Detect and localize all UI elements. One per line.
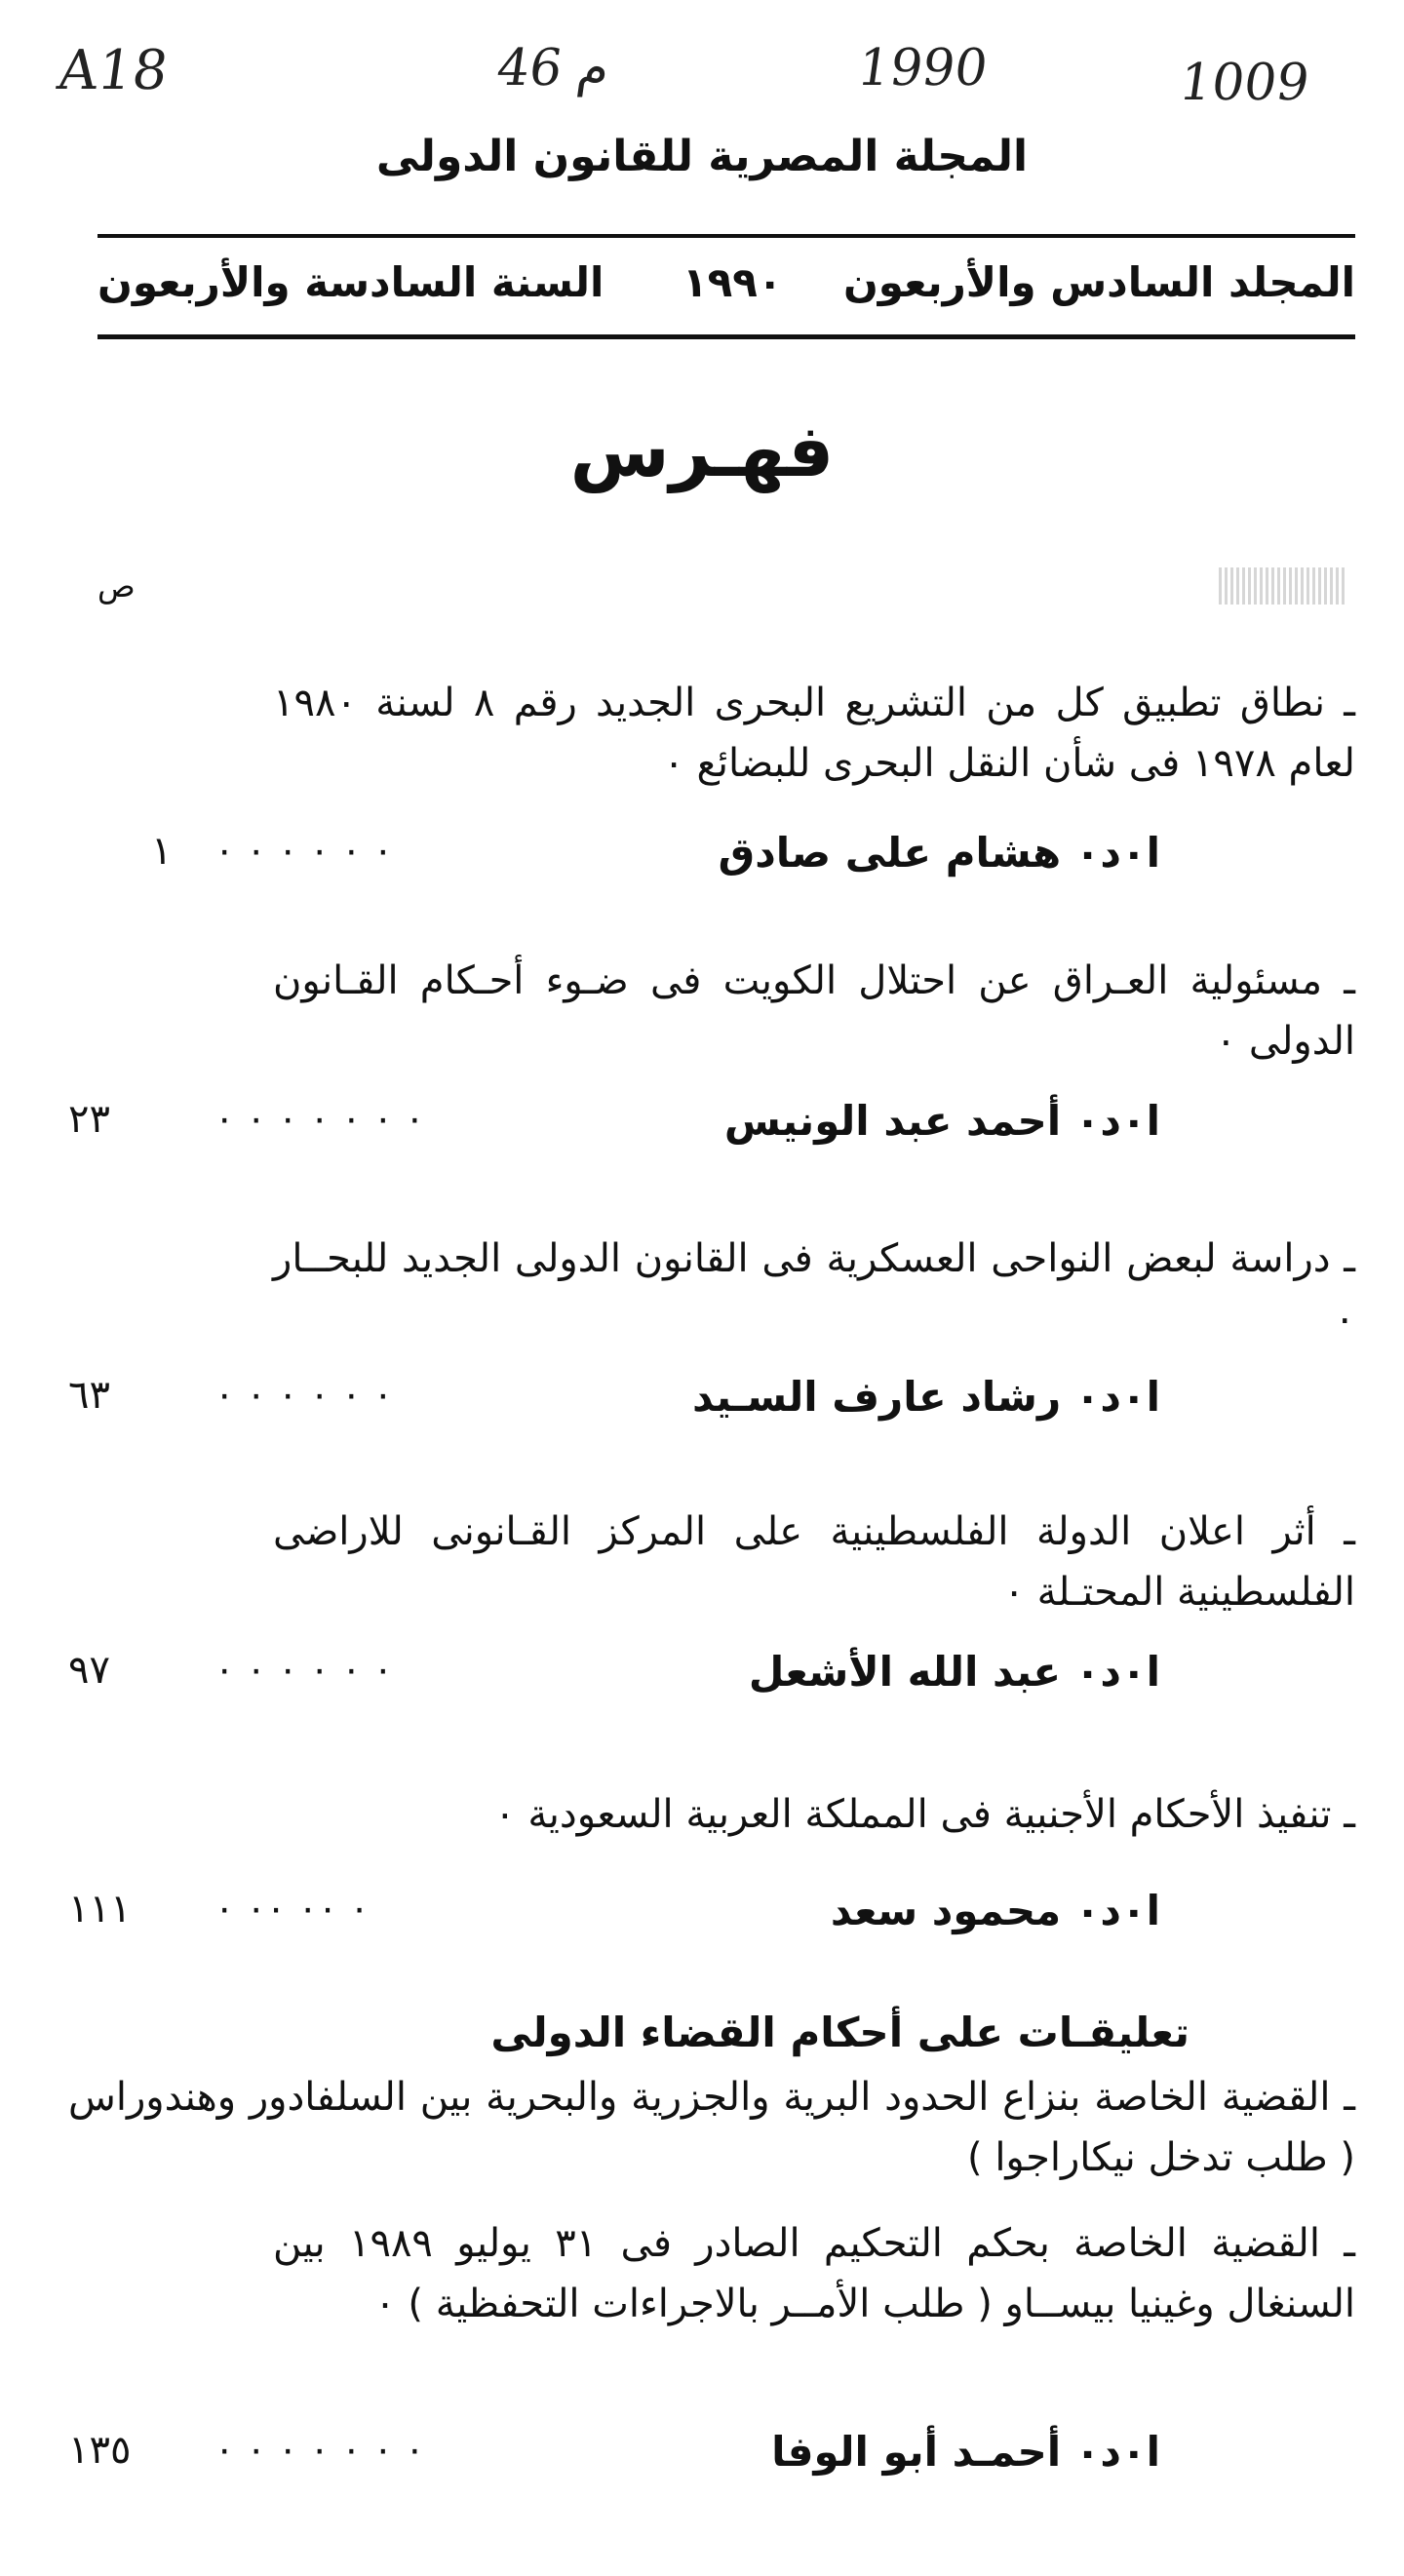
- entry-author-3: ا٠د٠ رشاد عارف السـيد: [691, 1373, 1160, 1421]
- handwritten-volume-note: م 46: [492, 39, 614, 98]
- entry-author-line-3: [68, 1373, 1160, 1433]
- entry-page-4: ٩٧: [68, 1648, 110, 1693]
- entry-title-4: ـ أثر اعلان الدولة الفلسطينية على المركز القـانونى للاراضى الفلسطينية المحتـلة ٠: [273, 1509, 1355, 1615]
- entry-page-3: ٦٣: [68, 1373, 110, 1418]
- leader-dots-3: ٠ ٠ ٠ ٠ ٠ ٠: [214, 1373, 393, 1416]
- journal-title: المجلة المصرية للقانون الدولى: [375, 132, 1029, 181]
- index-title: فهـرس: [569, 410, 835, 493]
- leader-dots-2: ٠ ٠ ٠ ٠ ٠ ٠ ٠: [214, 1097, 425, 1140]
- entry-title-2: ـ مسئولية العـراق عن احتلال الكويت فى ضـوء أحـكام القـانون الدولى ٠: [273, 958, 1355, 1064]
- commentary-case-2: ـ القضية الخاصة بحكم التحكيم الصادر فى ٣١ يوليو ١٩٨٩ بين السنغال وغينيا بيســاو ( طلب الأمــر بالاجراءات التحفظية ) ٠: [273, 2221, 1355, 2326]
- commentary-heading: تعليقـات على أحكام القضاء الدولى: [490, 2009, 1190, 2056]
- commentary-leader-dots: ٠ ٠ ٠ ٠ ٠ ٠ ٠: [214, 2428, 425, 2471]
- entry-page-2: ٢٣: [68, 1097, 110, 1142]
- commentary-author: ا٠د٠ أحمـد أبو الوفا: [771, 2428, 1160, 2476]
- scan-smudge: [1219, 567, 1346, 605]
- entry-title-1: ـ نطاق تطبيق كل من التشريع البحرى الجديد رقم ٨ لسنة ١٩٨٠ لعام ١٩٧٨ فى شأن النقل البحرى للبضائع ٠: [273, 681, 1355, 786]
- entry-author-4: ا٠د٠ عبد الله الأشعل: [748, 1648, 1160, 1696]
- commentary-page: ١٣٥: [68, 2428, 132, 2473]
- page-column-label: ص: [98, 567, 136, 605]
- year-of-publication: السنة السادسة والأربعون: [98, 258, 604, 306]
- commentary-case-1: ـ القضية الخاصة بنزاع الحدود البرية والجزرية والبحرية بين السلفادور وهندوراس ( طلب تدخل نيكاراجوا ): [68, 2075, 1355, 2180]
- bottom-rule: [98, 334, 1355, 339]
- entry-author-line-5: [68, 1887, 1160, 1947]
- entry-page-1: ١: [151, 829, 173, 874]
- leader-dots-1: ٠ ٠ ٠ ٠ ٠ ٠: [214, 829, 393, 872]
- leader-dots-5: ٠ ٠٠ ٠٠ ٠: [214, 1887, 370, 1930]
- handwritten-shelf-mark: A18: [54, 39, 173, 102]
- entry-author-line-2: [68, 1097, 1160, 1157]
- entry-author-line-1: [68, 829, 1160, 889]
- entry-title-3: ـ دراسة لبعض النواحى العسكرية فى القانون الدولى الجديد للبحــار ٠: [273, 1236, 1355, 1342]
- entry-author-line-4: [68, 1648, 1160, 1708]
- commentary-author-line: [68, 2428, 1160, 2488]
- entry-title-5: ـ تنفيذ الأحكام الأجنبية فى المملكة العربية السعودية ٠: [494, 1792, 1355, 1837]
- entry-author-5: ا٠د٠ محمود سعد: [830, 1887, 1160, 1934]
- top-rule: [98, 234, 1355, 238]
- volume-label: المجلد السادس والأربعون: [842, 258, 1355, 306]
- volume-year: ١٩٩٠: [682, 258, 783, 306]
- entry-author-2: ا٠د٠ أحمد عبد الونيس: [723, 1097, 1160, 1145]
- handwritten-year-note: 1990: [853, 39, 992, 98]
- handwritten-serial-note: 1009: [1175, 54, 1313, 112]
- entry-page-5: ١١١: [68, 1887, 132, 1932]
- leader-dots-4: ٠ ٠ ٠ ٠ ٠ ٠: [214, 1648, 393, 1691]
- entry-author-1: ا٠د٠ هشام على صادق: [718, 829, 1160, 877]
